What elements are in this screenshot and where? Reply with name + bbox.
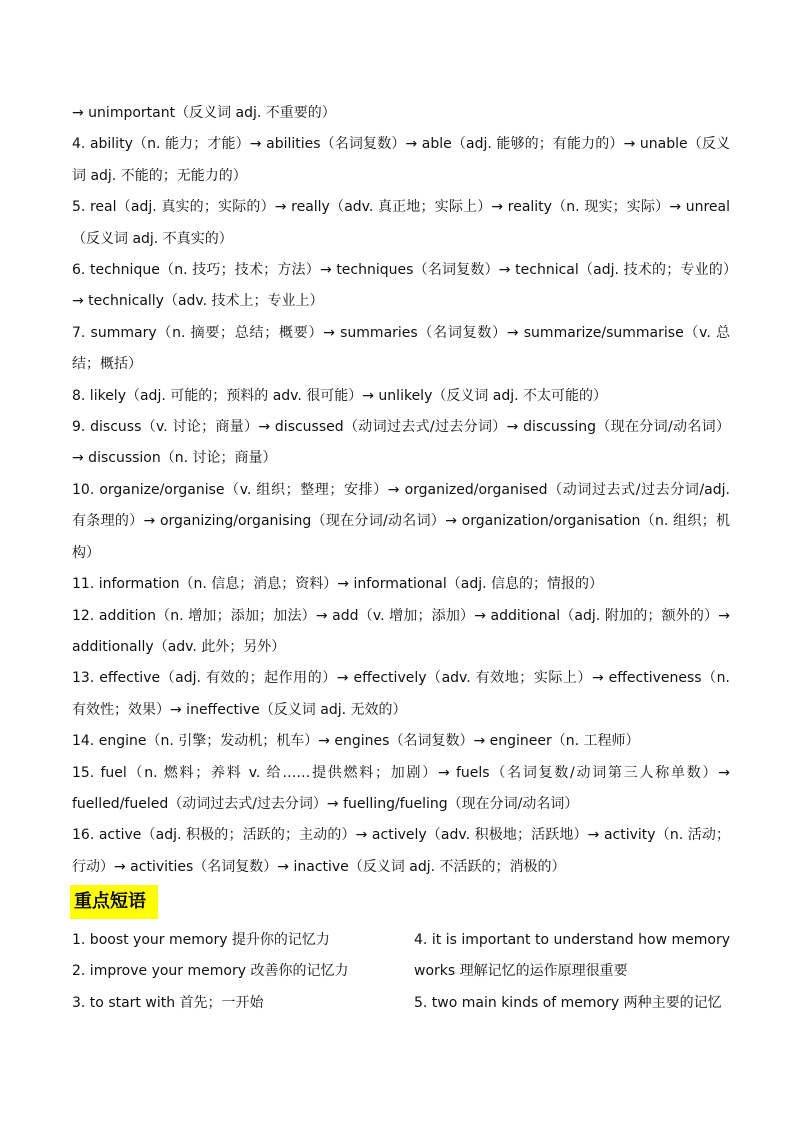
word-entry-fuel: 15. fuel（n. 燃料；养料 v. 给……提供燃料；加剧）→ fuels（名词复数/动词第三人称单数）→ fuelled/fueled（动词过去式/过去分词）→ fuelling/fueling（现在分词/动名词） xyxy=(72,764,730,812)
word-entry-addition: 12. addition（n. 增加；添加；加法）→ add（v. 增加；添加）→ additional（adj. 附加的；额外的）→ additionally（adv. 此外；另外） xyxy=(72,607,730,655)
phrase-list-right xyxy=(414,925,730,1019)
word-entry-organize: 10. organize/organise（v. 组织；整理；安排）→ organized/organised（动词过去式/过去分词/adj. 有条理的）→ organizing/organising（现在分词/动名词）→ organization/organisation（n. 组织；机构） xyxy=(72,481,730,561)
word-entry-discuss: 9. discuss（v. 讨论；商量）→ discussed（动词过去式/过去分词）→ discussing（现在分词/动名词）→ discussion（n. 讨论；商量） xyxy=(72,419,730,467)
word-family-list xyxy=(72,98,730,883)
phrase-item-1: 1. boost your memory 提升你的记忆力 xyxy=(72,932,330,948)
phrase-item-2: 2. improve your memory 改善你的记忆力 xyxy=(72,963,349,980)
word-entry-active: 16. active（adj. 积极的；活跃的；主动的）→ actively（adv. 积极地；活跃地）→ activity（n. 活动；行动）→ activities（名词复数）→ inactive（反义词 adj. 不活跃的；消极的） xyxy=(72,827,730,875)
word-entry-technique: 6. technique（n. 技巧；技术；方法）→ techniques（名词复数）→ technical（adj. 技术的；专业的）→ technically（adv. 技术上；专业上） xyxy=(72,262,730,310)
phrase-item-4-line-1: 4. it is important to understand how memory xyxy=(414,932,730,948)
word-entry-ability: 4. ability（n. 能力；才能）→ abilities（名词复数）→ able（adj. 能够的；有能力的）→ unable（反义词 adj. 不能的；无能力的） xyxy=(72,136,730,184)
word-entry-3-continued: → unimportant（反义词 adj. 不重要的） xyxy=(72,105,336,121)
word-entry-real: 5. real（adj. 真实的；实际的）→ really（adv. 真正地；实际上）→ reality（n. 现实；实际）→ unreal（反义词 adj. 不真实的） xyxy=(72,199,730,247)
word-entry-engine: 14. engine（n. 引擎；发动机；机车）→ engines（名词复数）→ engineer（n. 工程师） xyxy=(72,733,640,750)
phrase-item-4-line-2: works 理解记忆的运作原理很重要 xyxy=(414,963,628,980)
word-entry-effective: 13. effective（adj. 有效的；起作用的）→ effectively（adv. 有效地；实际上）→ effectiveness（n. 有效性；效果）→ ineffective（反义词 adj. 无效的） xyxy=(72,670,730,718)
section-heading-wrap xyxy=(70,885,158,919)
phrase-item-5: 5. two main kinds of memory 两种主要的记忆 xyxy=(414,994,722,1011)
section-heading-key-phrases: 重点短语 xyxy=(70,885,158,919)
word-entry-likely: 8. likely（adj. 可能的；预料的 adv. 很可能）→ unlikely（反义词 adj. 不太可能的） xyxy=(72,387,608,404)
phrase-item-3: 3. to start with 首先；一开始 xyxy=(72,994,264,1011)
word-entry-summary: 7. summary（n. 摘要；总结；概要）→ summaries（名词复数）→ summarize/summarise（v. 总结；概括） xyxy=(72,324,730,373)
phrase-list-left xyxy=(72,925,392,1019)
word-entry-information: 11. information（n. 信息；消息；资料）→ informational（adj. 信息的；情报的） xyxy=(72,576,603,593)
